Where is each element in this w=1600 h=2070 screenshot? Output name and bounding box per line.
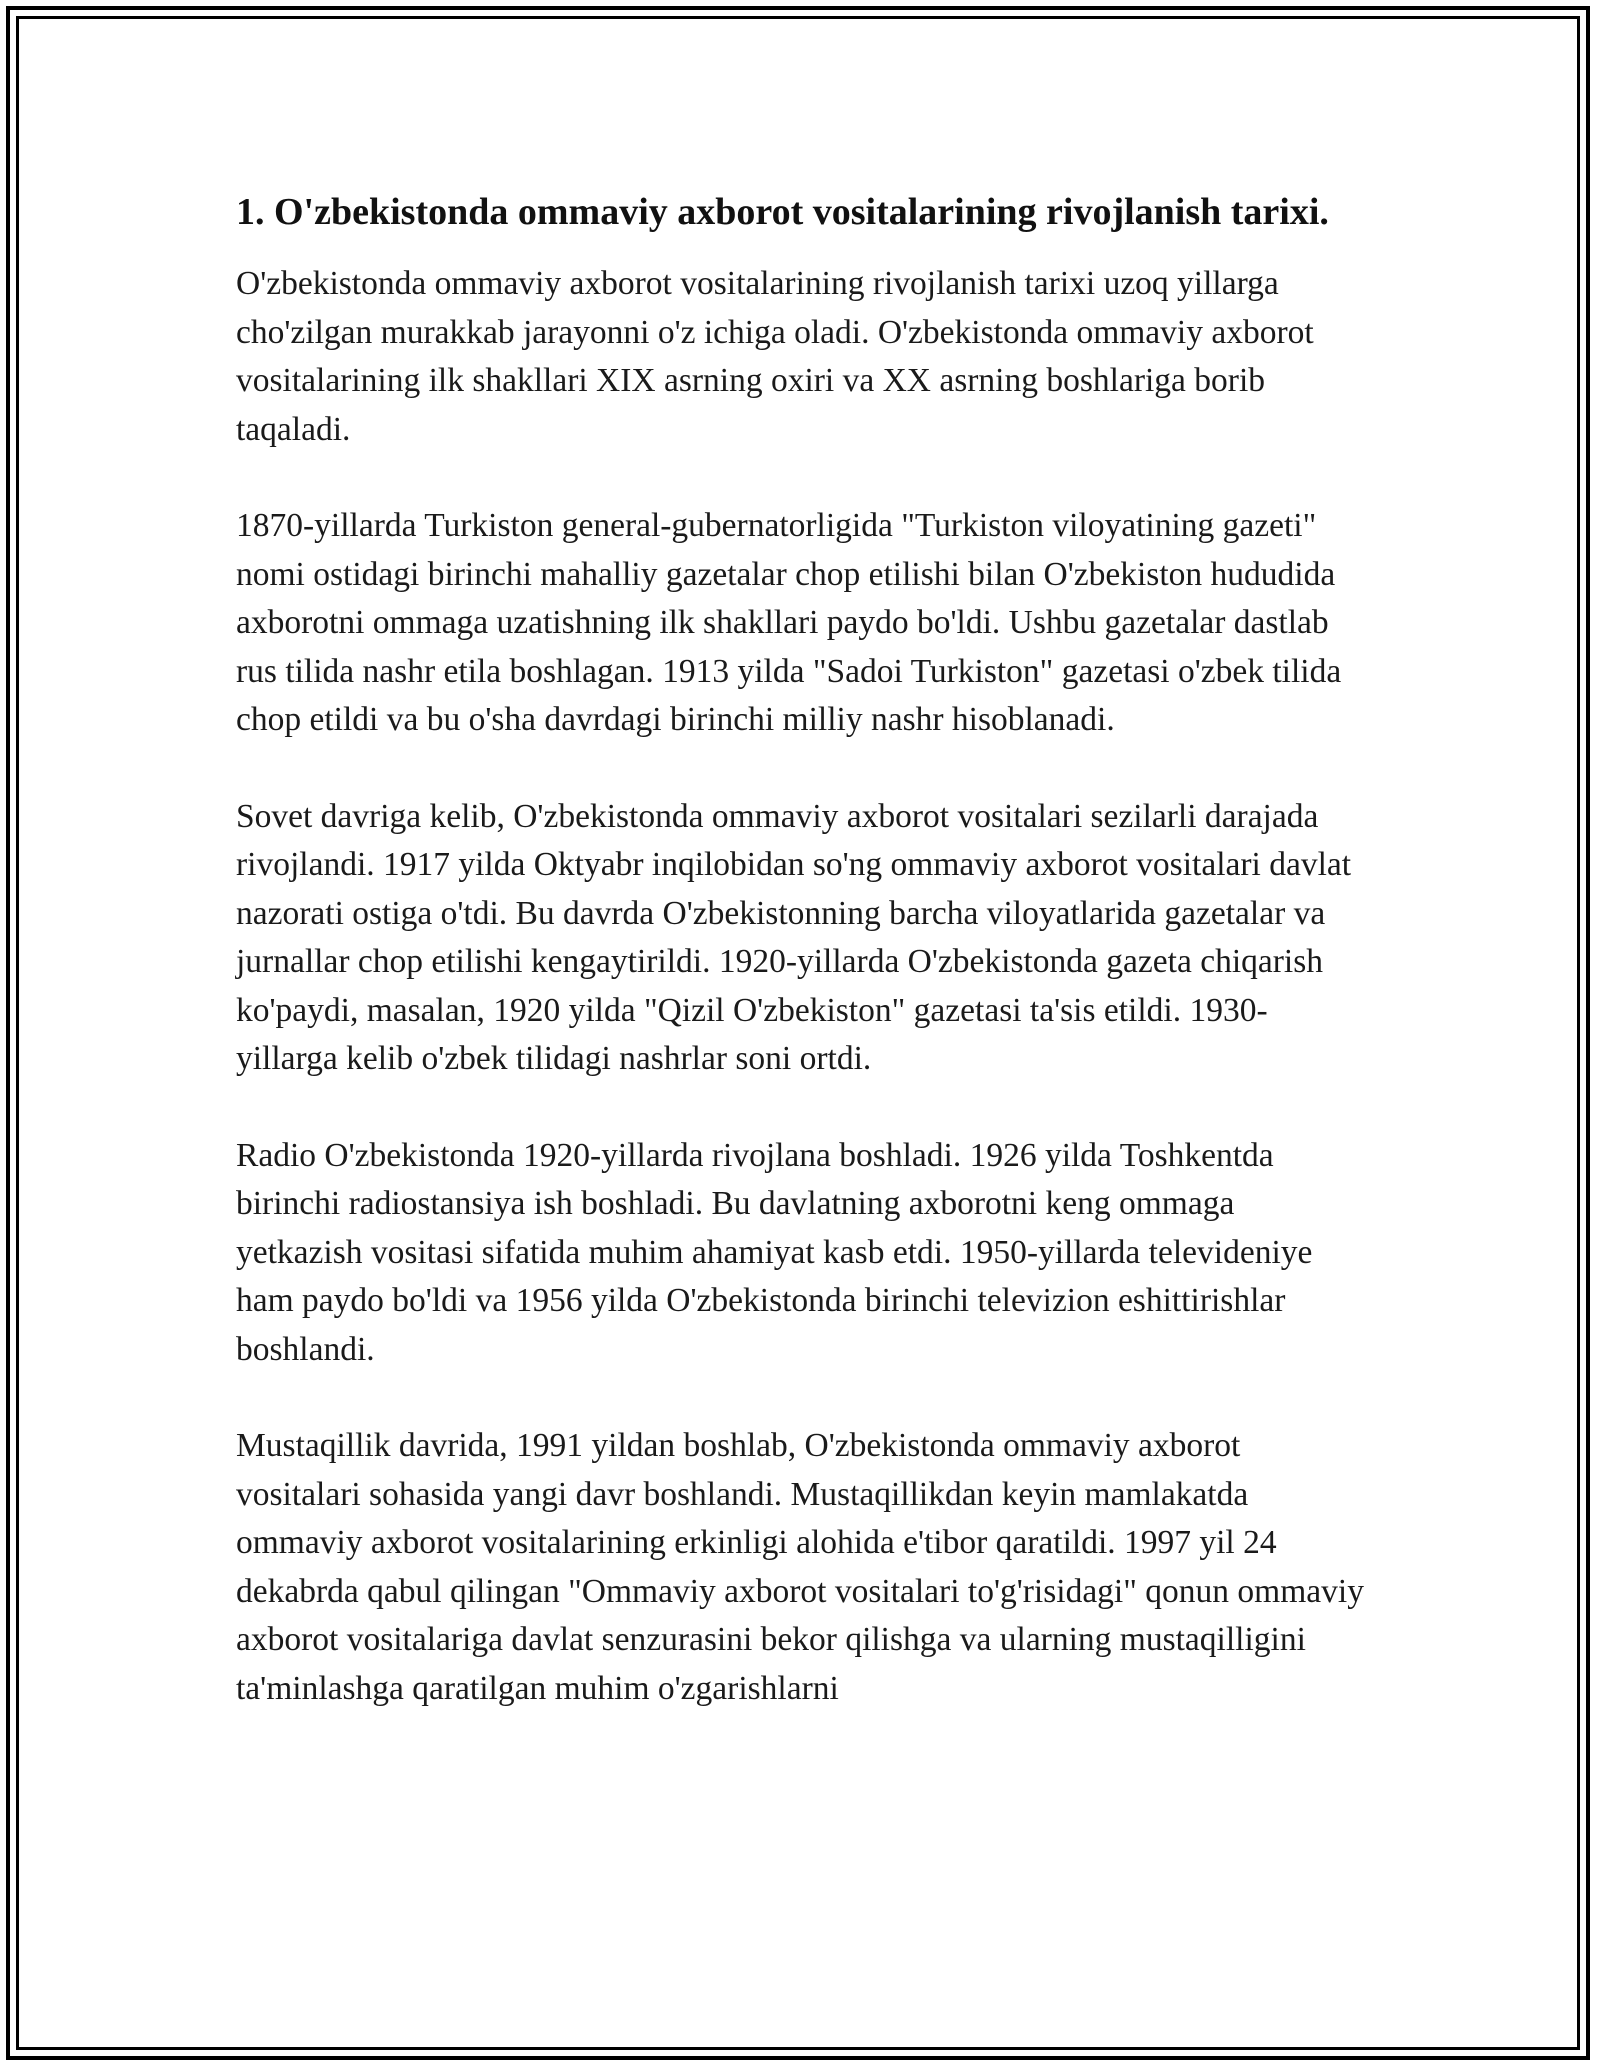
paragraph-1870s: 1870-yillarda Turkiston general-gubernatorligida "Turkiston viloyatining gazeti" nomi ostidagi birinchi mahalliy gazetalar chop etilishi bilan O'zbekiston hududida axborotni ommaga uzatishning ilk shakllari paydo bo'ldi. Ushbu gazetalar dastlab rus tilida nashr etila boshlagan. 1913 yilda "Sadoi Turkiston" gazetasi o'zbek tilida chop etildi va bu o'sha davrdagi birinchi milliy nashr hisoblanadi. (236, 507, 1342, 738)
section-heading: 1. O'zbekistonda ommaviy axborot vositalarining rivojlanish tarixi. (236, 191, 1329, 233)
paragraph-independence: Mustaqillik davrida, 1991 yildan boshlab, O'zbekistonda ommaviy axborot vositalari sohasida yangi davr boshlandi. Mustaqillikdan keyin mamlakatda ommaviy axborot vositalarining erkinligi alohida e'tibor qaratildi. 1997 yil 24 dekabrda qabul qilingan "Ommaviy axborot vositalari to'g'risidagi" qonun ommaviy axborot vositalariga davlat senzurasini bekor qilishga va ularning mustaqilligini ta'minlashga qaratilgan muhim o'zgarishlarni (236, 1427, 1364, 1707)
paragraph-radio-tv: Radio O'zbekistonda 1920-yillarda rivojlana boshladi. 1926 yilda Toshkentda birinchi radiostansiya ish boshladi. Bu davlatning axborotni keng ommaga yetkazish vositasi sifatida muhim ahamiyat kasb etdi. 1950-yillarda televideniye ham paydo bo'ldi va 1956 yilda O'zbekistonda birinchi televizion eshittirishlar boshlandi. (236, 1136, 1313, 1368)
paragraph-soviet-era: Sovet davriga kelib, O'zbekistonda ommaviy axborot vositalari sezilarli darajada rivojlandi. 1917 yilda Oktyabr inqilobidan so'ng ommaviy axborot vositalari davlat nazorati ostiga o'tdi. Bu davrda O'zbekistonning barcha viloyatlarida gazetalar va jurnallar chop etilishi kengaytirildi. 1920-yillarda O'zbekistonda gazeta chiqarish ko'paydi, masalan, 1920 yilda "Qizil O'zbekiston" gazetasi ta'sis etildi. 1930-yillarga kelib o'zbek tilidagi nashrlar soni ortdi. (236, 797, 1352, 1077)
document-body (236, 188, 1366, 1761)
paragraph-intro: O'zbekistonda ommaviy axborot vositalarining rivojlanish tarixi uzoq yillarga cho'zilgan murakkab jarayonni o'z ichiga oladi. O'zbekistonda ommaviy axborot vositalarining ilk shakllari XIX asrning oxiri va XX asrning boshlariga borib taqaladi. (236, 265, 1314, 448)
